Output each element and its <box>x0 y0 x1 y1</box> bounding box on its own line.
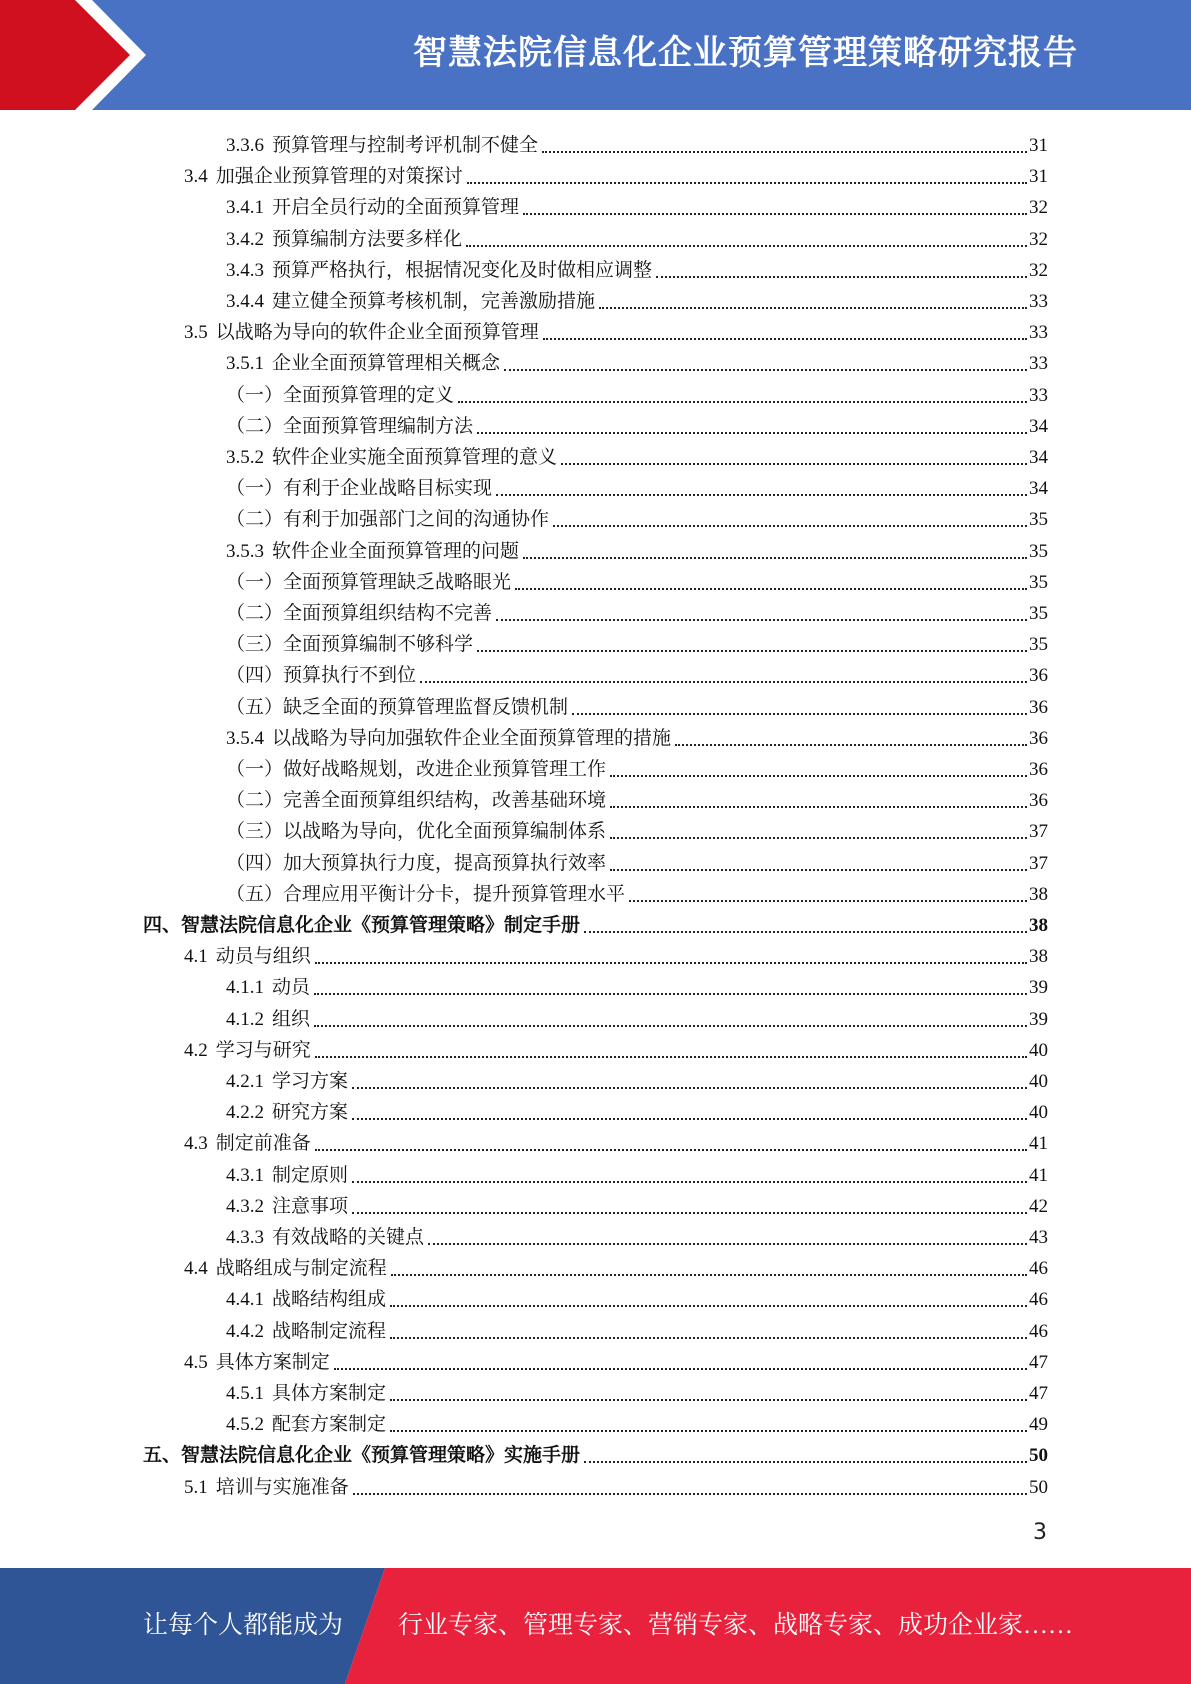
toc-page-number: 35 <box>1029 509 1048 531</box>
toc-entry-title: 企业全面预算管理相关概念 <box>272 353 501 375</box>
toc-entry[interactable] <box>226 1063 1048 1094</box>
toc-dot-leader <box>584 931 1027 933</box>
toc-entry-number: 3.5.3 <box>226 540 264 562</box>
toc-page-number: 31 <box>1029 166 1048 188</box>
toc-entry-title: （一）做好战略规划，改进企业预算管理工作 <box>226 759 607 780</box>
toc-dot-leader <box>314 993 1027 995</box>
toc-page-number: 32 <box>1029 228 1048 250</box>
toc-page-number: 42 <box>1029 1195 1048 1217</box>
toc-entry-title: 培训与实施准备 <box>215 1476 349 1498</box>
toc-page-number: 37 <box>1029 852 1048 874</box>
toc-entry[interactable] <box>226 845 1048 876</box>
toc-dot-leader <box>675 744 1027 746</box>
toc-entry[interactable] <box>226 689 1048 720</box>
toc-page-number: 38 <box>1029 883 1048 905</box>
toc-dot-leader <box>428 1243 1027 1245</box>
toc-entry-number: 4.2.1 <box>226 1071 264 1092</box>
page-header <box>0 0 1191 110</box>
toc-entry[interactable] <box>226 657 1048 688</box>
toc-dot-leader <box>466 245 1027 247</box>
toc-entry-title: 制定前准备 <box>215 1133 311 1155</box>
toc-entry[interactable] <box>184 1250 1048 1281</box>
toc-entry[interactable] <box>226 1001 1048 1032</box>
toc-entry[interactable] <box>226 969 1048 1000</box>
toc-entry[interactable] <box>226 127 1048 158</box>
toc-dot-leader <box>315 1056 1027 1058</box>
toc-entry[interactable] <box>226 595 1048 626</box>
toc-entry-title: 建立健全预算考核机制，完善激励措施 <box>272 291 596 312</box>
toc-entry-number: 3.5.4 <box>226 727 264 749</box>
toc-entry-number: 3.4 <box>184 166 208 188</box>
toc-entry[interactable] <box>226 626 1048 657</box>
toc-dot-leader <box>656 276 1027 278</box>
toc-dot-leader <box>610 806 1027 808</box>
toc-page-number: 40 <box>1029 1039 1048 1061</box>
toc-page-number: 43 <box>1029 1227 1048 1248</box>
toc-page-number: 35 <box>1029 540 1048 562</box>
toc-page-number: 34 <box>1029 478 1048 500</box>
toc-dot-leader <box>610 837 1027 839</box>
toc-dot-leader <box>315 962 1027 964</box>
toc-entry-number: 4.5 <box>184 1351 208 1373</box>
toc-entry-title: 预算管理与控制考评机制不健全 <box>272 135 539 156</box>
toc-dot-leader <box>458 401 1027 403</box>
toc-entry-title: 预算严格执行，根据情况变化及时做相应调整 <box>272 259 653 281</box>
toc-entry-title: 四、智慧法院信息化企业《预算管理策略》制定手册 <box>143 915 581 936</box>
toc-entry[interactable] <box>184 1125 1048 1156</box>
toc-page-number: 49 <box>1029 1414 1048 1436</box>
toc-entry[interactable] <box>226 1219 1048 1250</box>
toc-dot-leader <box>390 1305 1027 1307</box>
toc-entry[interactable] <box>226 1406 1048 1437</box>
toc-entry[interactable] <box>226 501 1048 532</box>
toc-dot-leader <box>352 1087 1027 1089</box>
toc-page-number: 35 <box>1029 634 1048 656</box>
toc-entry[interactable] <box>226 345 1048 376</box>
toc-page-number: 46 <box>1029 1289 1048 1311</box>
toc-entry-title: 组织 <box>272 1008 311 1030</box>
toc-entry-number: 3.5.2 <box>226 447 264 468</box>
toc-entry-number: 4.5.1 <box>226 1383 264 1404</box>
toc-entry-title: 战略结构组成 <box>272 1289 387 1311</box>
toc-page-number: 37 <box>1029 821 1048 843</box>
toc-entry[interactable] <box>184 314 1048 345</box>
toc-entry[interactable] <box>226 189 1048 220</box>
toc-entry-title: 具体方案制定 <box>215 1351 330 1373</box>
toc-dot-leader <box>553 525 1027 527</box>
toc-page-number: 41 <box>1029 1133 1048 1155</box>
toc-entry-title: 开启全员行动的全面预算管理 <box>272 197 520 219</box>
toc-entry-title: 动员与组织 <box>215 946 311 968</box>
toc-page-number: 40 <box>1029 1102 1048 1124</box>
toc-dot-leader <box>352 1118 1027 1120</box>
toc-dot-leader <box>353 1493 1027 1495</box>
report-title: 智慧法院信息化企业预算管理策略研究报告 <box>413 33 1078 73</box>
toc-entry-number: 4.5.2 <box>226 1414 264 1436</box>
toc-entry-title: （四）预算执行不到位 <box>226 665 417 687</box>
toc-dot-leader <box>391 1274 1027 1276</box>
toc-entry-title: 战略制定流程 <box>272 1320 387 1342</box>
toc-entry-title: 以战略为导向加强软件企业全面预算管理的措施 <box>272 727 672 749</box>
toc-entry[interactable] <box>226 720 1048 751</box>
toc-entry[interactable] <box>226 283 1048 314</box>
toc-entry[interactable] <box>184 938 1048 969</box>
toc-entry-title: 以战略为导向的软件企业全面预算管理 <box>215 322 539 344</box>
toc-entry[interactable] <box>226 1281 1048 1312</box>
toc-page-number: 31 <box>1029 135 1048 156</box>
toc-entry[interactable] <box>226 876 1048 907</box>
toc-chapter-entry[interactable] <box>143 907 1048 938</box>
toc-page-number: 35 <box>1029 603 1048 624</box>
toc-entry-number: 3.3.6 <box>226 135 264 156</box>
toc-page-number: 41 <box>1029 1164 1048 1186</box>
toc-entry-title: （一）全面预算管理缺乏战略眼光 <box>226 571 512 593</box>
page-number: 3 <box>1033 1520 1047 1545</box>
toc-entry-number: 5.1 <box>184 1476 208 1498</box>
toc-page-number: 47 <box>1029 1383 1048 1404</box>
toc-dot-leader <box>467 182 1027 184</box>
toc-page-number: 35 <box>1029 571 1048 593</box>
toc-dot-leader <box>352 1181 1027 1183</box>
toc-entry-number: 4.4.2 <box>226 1320 264 1342</box>
toc-page-number: 36 <box>1029 696 1048 718</box>
toc-page-number: 39 <box>1029 1008 1048 1030</box>
toc-page-number: 33 <box>1029 291 1048 312</box>
toc-entry[interactable] <box>226 751 1048 782</box>
toc-page-number: 46 <box>1029 1258 1048 1280</box>
toc-dot-leader <box>420 681 1027 683</box>
toc-page-number: 36 <box>1029 759 1048 780</box>
toc-entry[interactable] <box>184 1344 1048 1375</box>
toc-page-number: 40 <box>1029 1071 1048 1092</box>
toc-dot-leader <box>352 1212 1027 1214</box>
toc-dot-leader <box>523 557 1027 559</box>
toc-entry-title: 学习与研究 <box>215 1039 311 1061</box>
toc-entry[interactable] <box>226 470 1048 501</box>
toc-dot-leader <box>496 619 1027 621</box>
toc-entry[interactable] <box>226 252 1048 283</box>
toc-entry[interactable] <box>226 813 1048 844</box>
toc-entry-title: （一）全面预算管理的定义 <box>226 384 455 406</box>
toc-entry-number: 4.3.1 <box>226 1164 264 1186</box>
footer-slogan-left: 让每个人都能成为 <box>143 1612 344 1639</box>
toc-entry[interactable] <box>226 1157 1048 1188</box>
toc-entry-title: （五）合理应用平衡计分卡，提升预算管理水平 <box>226 883 626 905</box>
toc-page-number: 33 <box>1029 384 1048 406</box>
toc-entry-title: （二）完善全面预算组织结构，改善基础环境 <box>226 790 607 812</box>
toc-page-number: 34 <box>1029 447 1048 468</box>
toc-dot-leader <box>523 213 1027 215</box>
toc-page-number: 36 <box>1029 727 1048 749</box>
toc-dot-leader <box>334 1368 1027 1370</box>
toc-entry-number: 3.4.2 <box>226 228 264 250</box>
toc-entry-title: 预算编制方法要多样化 <box>272 228 463 250</box>
toc-entry-number: 4.1.1 <box>226 977 264 999</box>
toc-dot-leader <box>542 151 1027 153</box>
toc-entry-number: 4.3.2 <box>226 1195 264 1217</box>
toc-dot-leader <box>610 869 1027 871</box>
toc-dot-leader <box>599 307 1027 309</box>
toc-entry-number: 4.3 <box>184 1133 208 1155</box>
toc-entry-title: 研究方案 <box>272 1102 349 1124</box>
toc-entry-title: （五）缺乏全面的预算管理监督反馈机制 <box>226 696 569 718</box>
toc-entry-title: （三）全面预算编制不够科学 <box>226 634 474 656</box>
toc-entry[interactable] <box>226 1188 1048 1219</box>
toc-page-number: 46 <box>1029 1320 1048 1342</box>
toc-dot-leader <box>390 1399 1027 1401</box>
toc-dot-leader <box>504 369 1027 371</box>
toc-entry-title: （二）有利于加强部门之间的沟通协作 <box>226 509 550 531</box>
toc-dot-leader <box>515 588 1027 590</box>
toc-entry[interactable] <box>226 1094 1048 1125</box>
toc-dot-leader <box>390 1430 1027 1432</box>
toc-entry-title: 战略组成与制定流程 <box>215 1258 387 1280</box>
toc-page-number: 47 <box>1029 1351 1048 1373</box>
footer-slogan-right: 行业专家、管理专家、营销专家、战略专家、成功企业家…… <box>398 1612 1074 1639</box>
toc-entry-number: 3.5.1 <box>226 353 264 375</box>
toc-page-number: 36 <box>1029 790 1048 812</box>
toc-dot-leader <box>390 1337 1027 1339</box>
toc-chapter-entry[interactable] <box>143 1437 1048 1468</box>
toc-page-number: 32 <box>1029 197 1048 219</box>
toc-entry[interactable] <box>226 564 1048 595</box>
page-footer <box>0 1568 1191 1684</box>
toc-entry-number: 3.5 <box>184 322 208 344</box>
toc-page-number: 36 <box>1029 665 1048 687</box>
toc-page-number: 32 <box>1029 259 1048 281</box>
toc-entry-number: 4.3.3 <box>226 1227 264 1248</box>
toc-entry-number: 4.2.2 <box>226 1102 264 1124</box>
toc-entry-number: 4.1.2 <box>226 1008 264 1030</box>
toc-entry-title: 学习方案 <box>272 1071 349 1092</box>
toc-entry[interactable] <box>226 408 1048 439</box>
toc-entry-title: 加强企业预算管理的对策探讨 <box>215 166 463 188</box>
toc-entry-title: （三）以战略为导向，优化全面预算编制体系 <box>226 821 607 843</box>
toc-entry-number: 4.1 <box>184 946 208 968</box>
toc-dot-leader <box>477 650 1027 652</box>
toc-dot-leader <box>477 432 1027 434</box>
toc-page-number: 50 <box>1029 1476 1048 1498</box>
toc-entry-number: 4.4.1 <box>226 1289 264 1311</box>
toc-page-number: 39 <box>1029 977 1048 999</box>
toc-entry-title: （二）全面预算组织结构不完善 <box>226 603 493 624</box>
toc-page-number: 38 <box>1029 946 1048 968</box>
toc-dot-leader <box>496 494 1027 496</box>
toc-entry-title: 动员 <box>272 977 311 999</box>
toc-page-number: 50 <box>1029 1445 1048 1467</box>
toc-entry[interactable] <box>226 439 1048 470</box>
toc-entry-title: （一）有利于企业战略目标实现 <box>226 478 493 500</box>
toc-entry-title: 软件企业实施全面预算管理的意义 <box>272 447 558 468</box>
toc-dot-leader <box>543 338 1027 340</box>
toc-entry-number: 4.2 <box>184 1039 208 1061</box>
toc-entry[interactable] <box>184 1032 1048 1063</box>
toc-page-number: 38 <box>1029 915 1048 936</box>
toc-entry[interactable] <box>226 1313 1048 1344</box>
toc-entry[interactable] <box>226 533 1048 564</box>
toc-entry-title: 有效战略的关键点 <box>272 1227 425 1248</box>
toc-entry[interactable] <box>226 1375 1048 1406</box>
toc-entry-title: 配套方案制定 <box>272 1414 387 1436</box>
toc-entry-title: （四）加大预算执行力度，提高预算执行效率 <box>226 852 607 874</box>
toc-entry-number: 4.4 <box>184 1258 208 1280</box>
toc-page-number: 33 <box>1029 322 1048 344</box>
toc-entry-title: 软件企业全面预算管理的问题 <box>272 540 520 562</box>
toc-entry[interactable] <box>226 221 1048 252</box>
toc-page-number: 34 <box>1029 415 1048 437</box>
toc-entry[interactable] <box>184 158 1048 189</box>
toc-entry-title: 五、智慧法院信息化企业《预算管理策略》实施手册 <box>143 1445 581 1467</box>
header-arrow-decoration <box>0 0 160 110</box>
toc-dot-leader <box>629 900 1027 902</box>
toc-dot-leader <box>561 463 1027 465</box>
toc-page-number: 33 <box>1029 353 1048 375</box>
toc-entry[interactable] <box>184 1469 1048 1500</box>
toc-dot-leader <box>314 1025 1027 1027</box>
toc-entry-title: （二）全面预算管理编制方法 <box>226 415 474 437</box>
toc-dot-leader <box>315 1149 1027 1151</box>
toc-entry-title: 具体方案制定 <box>272 1383 387 1404</box>
toc-entry-number: 3.4.3 <box>226 259 264 281</box>
toc-entry-title: 制定原则 <box>272 1164 349 1186</box>
toc-entry[interactable] <box>226 377 1048 408</box>
toc-dot-leader <box>610 775 1027 777</box>
toc-entry-number: 3.4.4 <box>226 291 264 312</box>
toc-dot-leader <box>584 1461 1027 1463</box>
toc-entry[interactable] <box>226 782 1048 813</box>
toc-entry-title: 注意事项 <box>272 1195 349 1217</box>
toc-entry-number: 3.4.1 <box>226 197 264 219</box>
toc-dot-leader <box>572 713 1027 715</box>
